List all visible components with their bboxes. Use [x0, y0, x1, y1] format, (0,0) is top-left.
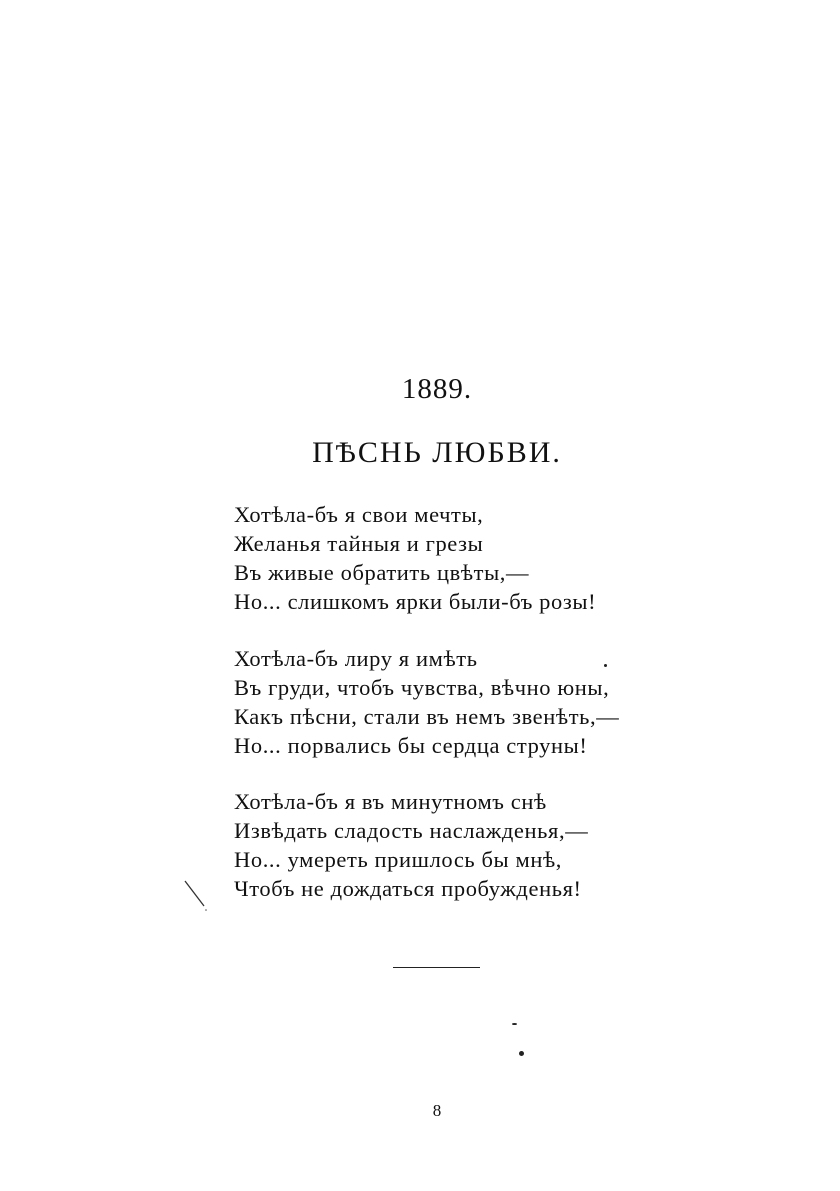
poem-year: 1889. — [401, 373, 473, 405]
stanza-2 — [234, 644, 619, 760]
poem-line: Но... слишкомъ ярки были-бъ розы! — [234, 589, 597, 614]
poem-line: Но... порвались бы сердца струны! — [234, 733, 588, 758]
scan-mark-icon — [184, 880, 214, 916]
ink-speck — [604, 664, 607, 667]
poem-line: Хотѣла-бъ я въ минутномъ снѣ — [234, 789, 547, 814]
poem-line: Чтобъ не дождаться пробужденья! — [234, 876, 582, 901]
poem-line: Желанья тайныя и грезы — [234, 531, 484, 556]
ink-speck — [512, 1023, 517, 1025]
page-number: 8 — [432, 1101, 442, 1120]
section-divider — [393, 967, 480, 968]
poem-line: Извѣдать сладость наслажденья,— — [234, 818, 589, 843]
poem-line: Хотѣла-бъ лиру я имѣть — [234, 646, 478, 671]
poem-title: ПѢСНЬ ЛЮБВИ. — [312, 436, 562, 469]
stanza-1 — [234, 500, 596, 616]
ink-speck — [519, 1051, 524, 1056]
poem-line: Но... умереть пришлось бы мнѣ, — [234, 847, 563, 872]
poem-line: Какъ пѣсни, стали въ немъ звенѣть,— — [234, 704, 620, 729]
poem-line: Хотѣла-бъ я свои мечты, — [234, 502, 484, 527]
stanza-3 — [234, 787, 588, 903]
poem-line: Въ груди, чтобъ чувства, вѣчно юны, — [234, 675, 610, 700]
poem-line: Въ живые обратить цвѣты,— — [234, 560, 530, 585]
